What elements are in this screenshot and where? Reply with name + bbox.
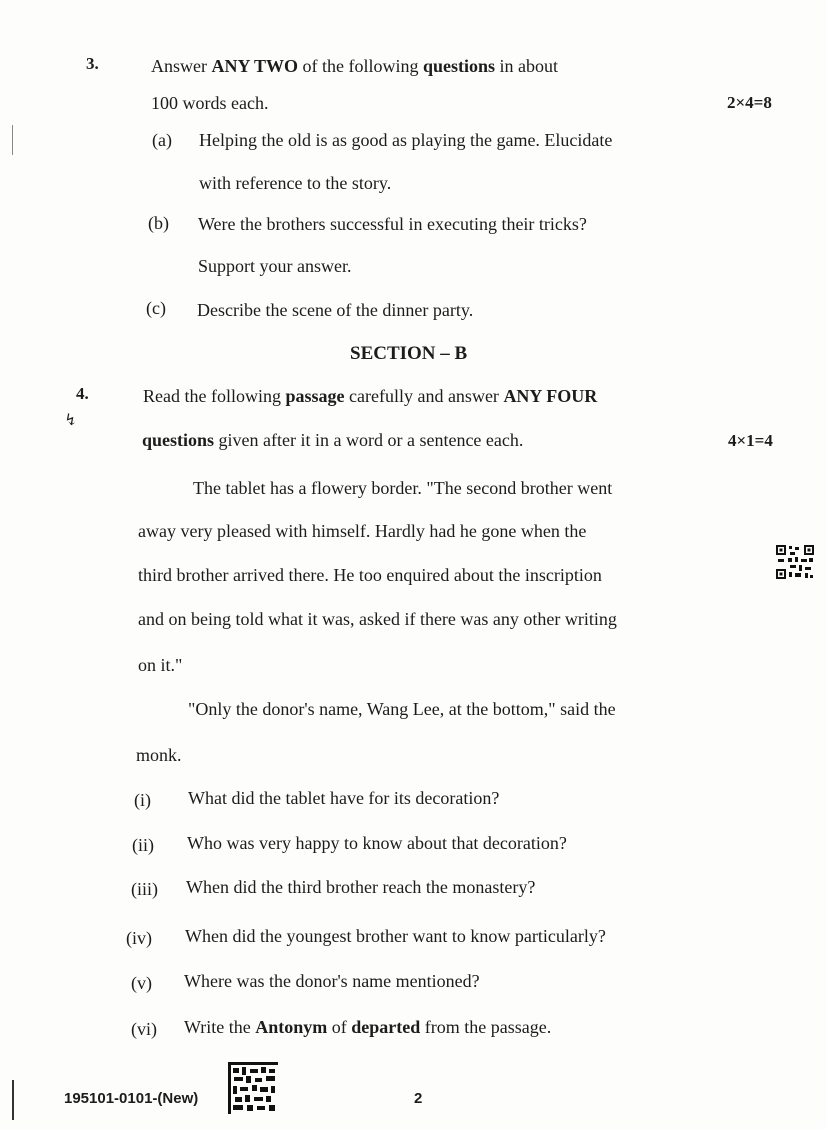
q3-option-text: Support your answer. bbox=[198, 256, 352, 276]
passage-line: on it." bbox=[138, 655, 183, 675]
passage-line: and on being told what it was, asked if there was any other writing bbox=[138, 609, 617, 629]
q3-number: 3. bbox=[86, 54, 99, 73]
q3-intro-line2: 100 words each. bbox=[151, 93, 269, 113]
q3-option-label: (c) bbox=[146, 298, 166, 318]
passage-line: monk. bbox=[136, 745, 182, 765]
margin-mark bbox=[12, 1080, 14, 1120]
q3-option-text: with reference to the story. bbox=[199, 173, 392, 193]
subquestion-label: (v) bbox=[131, 973, 152, 993]
q4-intro-line2: questions given after it in a word or a sentence each. bbox=[142, 430, 524, 450]
subquestion-text: Where was the donor's name mentioned? bbox=[184, 971, 480, 991]
paper-code: 195101-0101-(New) bbox=[64, 1090, 199, 1107]
subquestion-label: (iii) bbox=[131, 879, 158, 899]
subquestion-text: Who was very happy to know about that decoration? bbox=[187, 833, 567, 853]
q3-option-label: (a) bbox=[152, 130, 172, 150]
subquestion-text: When did the youngest brother want to know particularly? bbox=[185, 926, 606, 946]
barcode bbox=[228, 1062, 278, 1114]
q3-option-label: (b) bbox=[148, 213, 169, 233]
section-heading: SECTION – B bbox=[350, 343, 468, 364]
passage-line: away very pleased with himself. Hardly had he gone when the bbox=[138, 521, 587, 541]
q4-marks: 4×1=4 bbox=[728, 431, 773, 450]
subquestion-label: (i) bbox=[134, 790, 151, 810]
q3-option-text: Were the brothers successful in executing their tricks? bbox=[198, 214, 587, 234]
passage-line: "Only the donor's name, Wang Lee, at the bottom," said the bbox=[188, 699, 616, 719]
q3-option-text: Helping the old is as good as playing the game. Elucidate bbox=[199, 130, 613, 150]
subquestion-label: (ii) bbox=[132, 835, 154, 855]
q3-marks: 2×4=8 bbox=[727, 93, 772, 112]
subquestion-text: Write the Antonym of departed from the passage. bbox=[184, 1017, 552, 1037]
margin-tick-mark: ↯ bbox=[64, 412, 78, 429]
qr-code bbox=[776, 545, 814, 579]
subquestion-label: (iv) bbox=[126, 928, 152, 948]
page-number: 2 bbox=[414, 1090, 423, 1107]
q4-number: 4. bbox=[76, 384, 89, 403]
passage-line: third brother arrived there. He too enquired about the inscription bbox=[138, 565, 602, 585]
q4-intro: Read the following passage carefully and answer ANY FOUR bbox=[143, 386, 598, 406]
q3-option-text: Describe the scene of the dinner party. bbox=[197, 300, 474, 320]
subquestion-label: (vi) bbox=[131, 1019, 157, 1039]
q3-intro: Answer ANY TWO of the following questions in about bbox=[151, 56, 559, 76]
passage-line: The tablet has a flowery border. "The second brother went bbox=[193, 478, 613, 498]
subquestion-text: What did the tablet have for its decoration? bbox=[188, 788, 500, 808]
subquestion-text: When did the third brother reach the monastery? bbox=[186, 877, 536, 897]
margin-mark bbox=[12, 125, 13, 155]
